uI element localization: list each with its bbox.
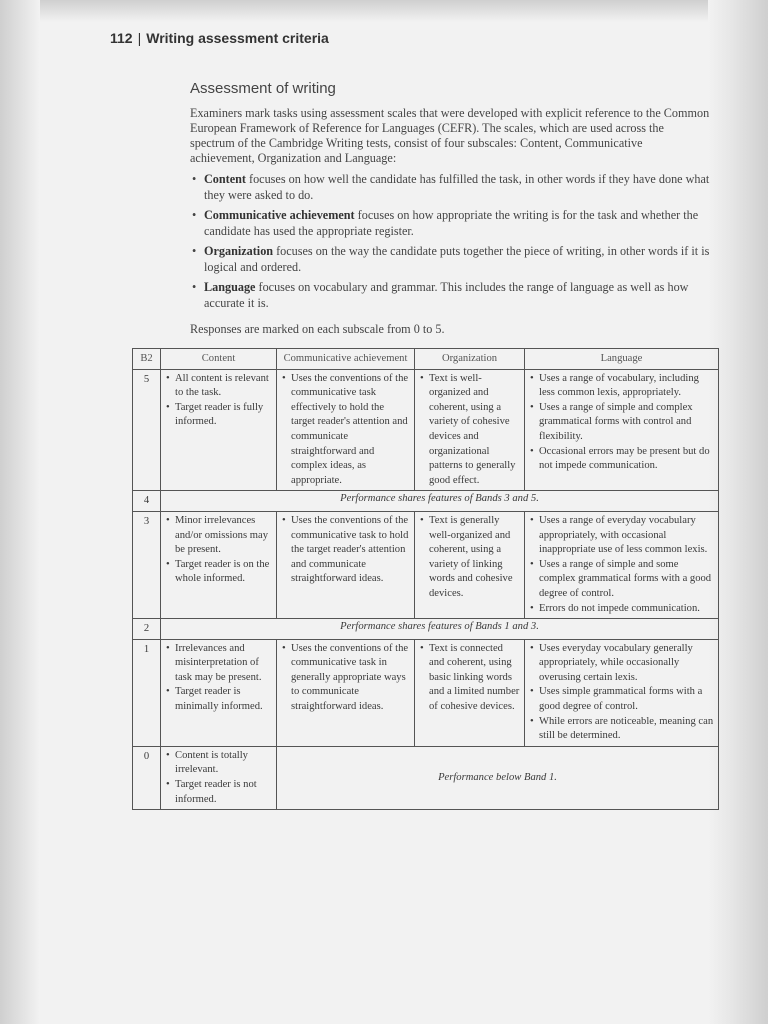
criterion-item: • Occasional errors may be present but do not impede communication. <box>529 445 714 474</box>
subscale-term: Organization <box>204 244 274 258</box>
criterion-item: • Target reader is minimally informed. <box>165 685 272 714</box>
communicative-cell <box>277 639 415 746</box>
band-note: Performance shares features of Bands 1 and 3. <box>161 619 719 640</box>
band-4-row <box>133 491 719 512</box>
content-cell <box>161 639 277 746</box>
criterion-item: • All content is relevant to the task. <box>165 372 272 401</box>
criterion-item: • Uses a range of everyday vocabulary appropriately, with occasional inappropriate use of less common lexis. <box>529 514 714 558</box>
page-number: 112 <box>110 30 133 46</box>
criterion-item: • Target reader is on the whole informed. <box>165 558 272 587</box>
header-language: Language <box>525 349 719 370</box>
band-number: 4 <box>133 491 161 512</box>
criterion-item: • Uses everyday vocabulary generally appropriately, while occasionally overusing certain lexis. <box>529 642 714 686</box>
subscale-description: focuses on how well the candidate has fulfilled the task, in other words if they have done what they were asked to do. <box>204 172 710 202</box>
subscale-item-communicative <box>190 208 712 239</box>
band-number: 1 <box>133 639 161 746</box>
organization-cell <box>415 511 525 618</box>
header-organization: Organization <box>415 349 525 370</box>
band-0-row <box>133 746 719 809</box>
band-number: 0 <box>133 746 161 809</box>
criterion-item: • Uses simple grammatical forms with a good degree of control. <box>529 685 714 714</box>
band-note: Performance below Band 1. <box>277 746 719 809</box>
scan-shadow-left <box>0 0 40 1024</box>
subscale-item-organization <box>190 244 712 275</box>
header-communicative: Communicative achievement <box>277 349 415 370</box>
criterion-item: • Target reader is not informed. <box>165 778 272 807</box>
subscale-description: focuses on vocabulary and grammar. This includes the range of language as well as how accurate it is. <box>204 280 689 310</box>
subscale-description: focuses on the way the candidate puts together the piece of writing, in other words if it is logical and ordered. <box>204 244 710 274</box>
criterion-item: • Uses the conventions of the communicative task in generally appropriate ways to communicate straightforward ideas. <box>281 642 410 715</box>
subscale-term: Communicative achievement <box>204 208 355 222</box>
band-5-row <box>133 369 719 491</box>
table-header-row <box>133 349 719 370</box>
subscale-item-content <box>190 172 712 203</box>
subscale-term: Content <box>204 172 246 186</box>
criterion-item: • Content is totally irrelevant. <box>165 749 272 778</box>
band-note: Performance shares features of Bands 3 and 5. <box>161 491 719 512</box>
language-cell <box>525 639 719 746</box>
band-2-row <box>133 619 719 640</box>
subscale-description: focuses on how appropriate the writing is for the task and whether the candidate has used the appropriate register. <box>204 208 699 238</box>
criterion-item: • Text is connected and coherent, using basic linking words and a limited number of cohesive devices. <box>419 642 520 715</box>
criterion-item: • Uses the conventions of the communicative task effectively to hold the target reader's attention and communicate straightforward and complex ideas, as appropriate. <box>281 372 410 489</box>
band-3-row <box>133 511 719 618</box>
criterion-item: • Uses the conventions of the communicative task to hold the target reader's attention and communicate straightforward ideas. <box>281 514 410 587</box>
organization-cell <box>415 369 525 491</box>
intro-paragraph: Examiners mark tasks using assessment scales that were developed with explicit reference to the Common European Framework of Reference for Languages (CEFR). The scales, which are used across the spectrum of the Cambridge Writing tests, consist of four subscales: Content, Communicative achievement, Organization and Language: <box>190 106 710 165</box>
section-title: Assessment of writing <box>190 80 336 97</box>
language-cell <box>525 511 719 618</box>
band-1-row <box>133 639 719 746</box>
running-header <box>110 30 329 46</box>
running-title: Writing assessment criteria <box>146 30 329 46</box>
criterion-item: • Irrelevances and misinterpretation of task may be present. <box>165 642 272 686</box>
criterion-item: • Target reader is fully informed. <box>165 401 272 430</box>
header-separator: | <box>137 30 142 46</box>
band-number: 2 <box>133 619 161 640</box>
criterion-item: • Text is generally well-organized and coherent, using a variety of linking words and cohesive devices. <box>419 514 520 602</box>
subscale-term: Language <box>204 280 256 294</box>
band-number: 5 <box>133 369 161 491</box>
header-content: Content <box>161 349 277 370</box>
content-cell <box>161 511 277 618</box>
communicative-cell <box>277 511 415 618</box>
criterion-item: • Uses a range of vocabulary, including less common lexis, appropriately. <box>529 372 714 401</box>
subscale-list <box>190 172 712 316</box>
band-number: 3 <box>133 511 161 618</box>
criterion-item: • Minor irrelevances and/or omissions may be present. <box>165 514 272 558</box>
assessment-table <box>132 348 719 810</box>
language-cell <box>525 369 719 491</box>
criterion-item: • While errors are noticeable, meaning can still be determined. <box>529 715 714 744</box>
content-cell <box>161 746 277 809</box>
organization-cell <box>415 639 525 746</box>
header-level: B2 <box>133 349 161 370</box>
criterion-item: • Uses a range of simple and complex grammatical forms with control and flexibility. <box>529 401 714 445</box>
responses-note: Responses are marked on each subscale from 0 to 5. <box>190 322 445 336</box>
criterion-item: • Errors do not impede communication. <box>529 602 714 617</box>
book-page <box>62 0 712 1024</box>
criterion-item: • Uses a range of simple and some complex grammatical forms with a good degree of control. <box>529 558 714 602</box>
criterion-item: • Text is well-organized and coherent, using a variety of cohesive devices and organizational patterns to generally good effect. <box>419 372 520 489</box>
content-cell <box>161 369 277 491</box>
communicative-cell <box>277 369 415 491</box>
subscale-item-language <box>190 280 712 311</box>
